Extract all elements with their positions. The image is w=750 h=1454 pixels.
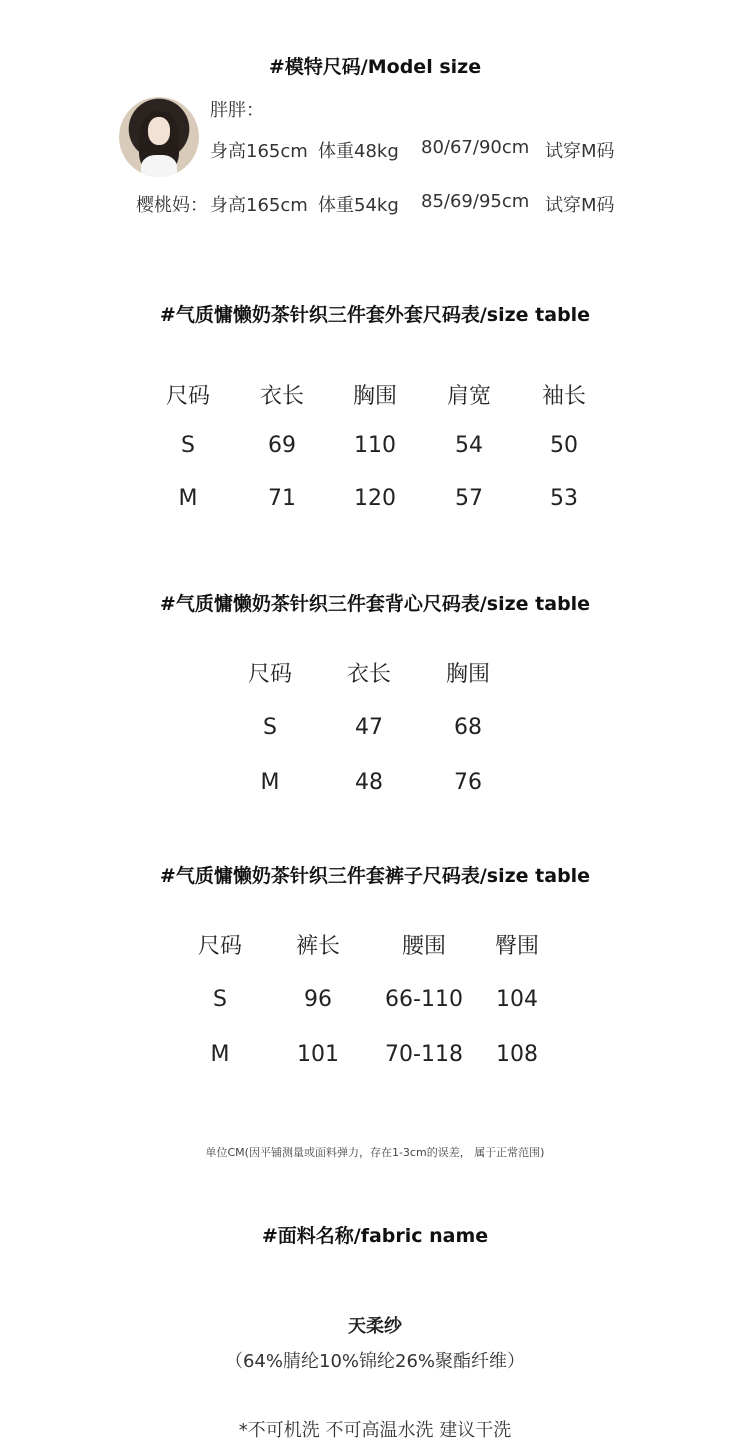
coat-cell: 71 <box>268 486 296 511</box>
pants-table-heading: #气质慵懒奶茶针织三件套裤子尺码表/size table <box>159 865 591 887</box>
pants-cell: S <box>213 987 227 1012</box>
coat-cell: 69 <box>268 433 296 458</box>
coat-header-cell: 衣长 <box>259 384 304 409</box>
coat-table-heading: #气质慵懒奶茶针织三件套外套尺码表/size table <box>159 304 591 326</box>
vest-cell: 47 <box>355 715 383 740</box>
pants-cell: 108 <box>496 1042 538 1067</box>
coat-header-cell: 胸围 <box>352 384 397 409</box>
fabric-name: 天柔纱 <box>348 1316 402 1337</box>
coat-cell: 54 <box>455 433 483 458</box>
vest-header-cell: 衣长 <box>346 662 391 687</box>
pants-header-cell: 裤长 <box>295 934 340 959</box>
pants-cell: 96 <box>304 987 332 1012</box>
fabric-heading: #面料名称/fabric name <box>261 1225 489 1247</box>
coat-cell: 110 <box>354 433 396 458</box>
model1-weight: 体重48kg <box>318 141 399 162</box>
pants-cell: 104 <box>496 987 538 1012</box>
model2-try-on: 试穿M码 <box>545 195 615 216</box>
model1-try-on: 试穿M码 <box>545 141 615 162</box>
pants-header-cell: 尺码 <box>197 934 242 959</box>
model2-name: 樱桃妈： <box>136 195 208 216</box>
model1-name: 胖胖： <box>210 100 264 121</box>
pants-cell: 101 <box>297 1042 339 1067</box>
pants-cell: M <box>210 1042 230 1067</box>
fabric-composition: （64%腈纶10%锦纶26%聚酯纤维） <box>224 1351 526 1372</box>
pants-header-cell: 腰围 <box>401 934 446 959</box>
measurement-note: 单位CM(因平铺测量或面料弹力，存在1-3cm的误差， 属于正常范围) <box>205 1146 545 1159</box>
model2-measurements: 85/69/95cm <box>421 191 530 212</box>
vest-cell: 48 <box>355 770 383 795</box>
coat-cell: M <box>178 486 198 511</box>
model-avatar <box>119 97 199 177</box>
vest-cell: S <box>263 715 277 740</box>
coat-cell: 53 <box>550 486 578 511</box>
coat-header-cell: 肩宽 <box>446 384 491 409</box>
vest-header-cell: 胸围 <box>445 662 490 687</box>
model-size-heading: #模特尺码/Model size <box>268 56 482 78</box>
coat-header-cell: 袖长 <box>541 384 586 409</box>
coat-cell: 57 <box>455 486 483 511</box>
vest-cell: 76 <box>454 770 482 795</box>
pants-cell: 66-110 <box>385 987 463 1012</box>
model1-height: 身高165cm <box>210 141 308 162</box>
coat-cell: S <box>181 433 195 458</box>
model1-measurements: 80/67/90cm <box>421 137 530 158</box>
vest-header-cell: 尺码 <box>247 662 292 687</box>
coat-header-cell: 尺码 <box>165 384 210 409</box>
vest-table-heading: #气质慵懒奶茶针织三件套背心尺码表/size table <box>159 593 591 615</box>
model2-weight: 体重54kg <box>318 195 399 216</box>
care-instructions: *不可机洗 不可高温水洗 建议干洗 <box>238 1420 512 1441</box>
coat-cell: 120 <box>354 486 396 511</box>
vest-cell: 68 <box>454 715 482 740</box>
vest-cell: M <box>260 770 280 795</box>
pants-header-cell: 臀围 <box>494 934 539 959</box>
pants-cell: 70-118 <box>385 1042 463 1067</box>
coat-cell: 50 <box>550 433 578 458</box>
model2-height: 身高165cm <box>210 195 308 216</box>
